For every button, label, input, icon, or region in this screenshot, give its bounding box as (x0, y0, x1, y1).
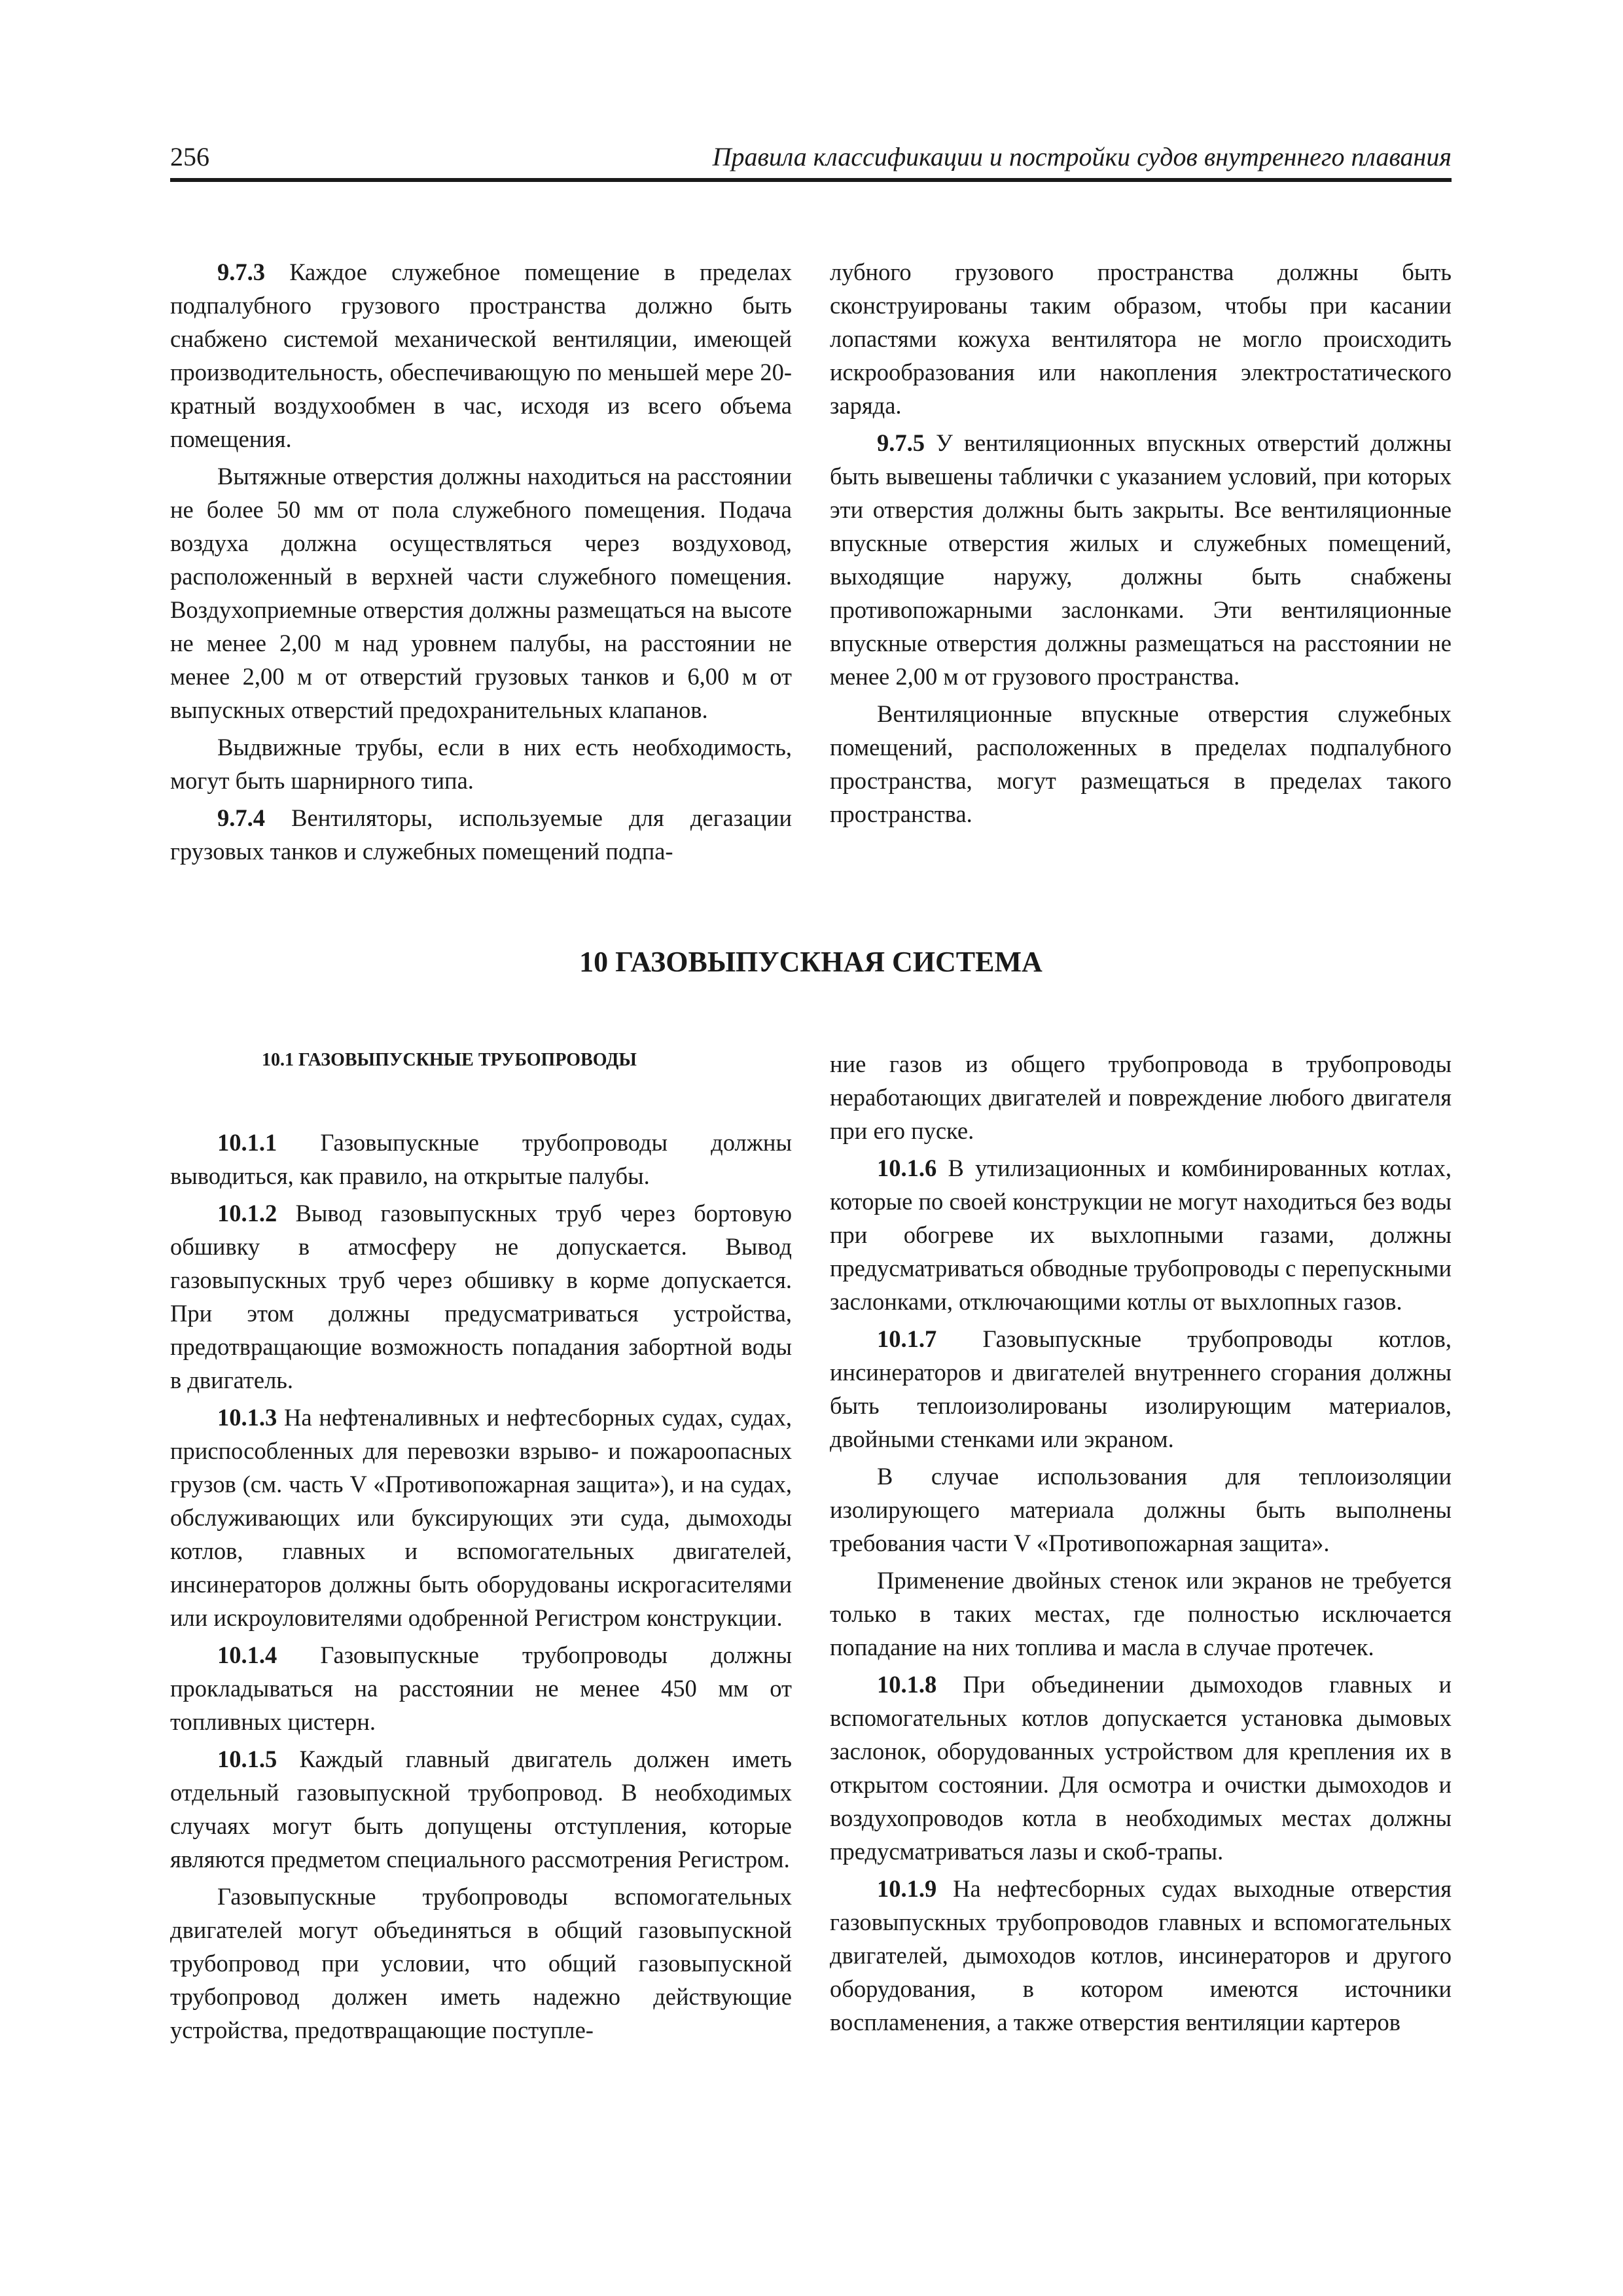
clause-number: 10.1.1 (217, 1129, 277, 1156)
paragraph-text: Каждый главный двигатель должен иметь отдельный газовыпускной трубопровод. В необходимых случаях могут быть допущены отступления, которые являются предметом специального рассмотрения Регистром. (170, 1746, 792, 1873)
paragraph-text: Газовыпускные трубопроводы должны прокладываться на расстоянии не менее 450 мм от топливных цистерн. (170, 1641, 792, 1735)
paragraph-10-1-7 (830, 1322, 1452, 1456)
section-title: 10 ГАЗОВЫПУСКНАЯ СИСТЕМА (579, 946, 1043, 978)
paragraph-10-1-4 (170, 1638, 792, 1738)
paragraph-10-1-9 (830, 1872, 1452, 2039)
paragraph: Применение двойных стенок или экранов не требуется только в таких местах, где полностью исключается попадание на них топлива и масла в случае протечек. (830, 1567, 1452, 1660)
paragraph-9-7-4 (170, 801, 792, 868)
paragraph-text: У вентиляционных впускных отверстий должны быть вывешены таблички с указанием условий, при которых эти отверстия должны быть закрыты. Все вентиляционные впускные отверстия жилых и служебных помещений, выходящие наружу, должны быть снабжены противопожарными заслонками. Эти вентиляционные впускные отверстия должны размещаться на расстоянии не менее 2,00 м от грузового пространства. (830, 429, 1452, 690)
clause-number: 10.1.9 (877, 1875, 937, 1902)
page-number: 256 (170, 142, 209, 171)
lower-right-column (830, 1047, 1452, 2039)
paragraph-10-1-8 (830, 1668, 1452, 1868)
paragraph-text: На нефтесборных судах выходные отверстия газовыпускных трубопроводов главных и вспомогательных двигателей, дымоходов котлов, инсинераторов и другого оборудования, в котором имеются источники воспламенения, а также отверстия вентиляции картеров (830, 1875, 1452, 2036)
clause-number: 9.7.3 (217, 259, 265, 285)
clause-number: 9.7.5 (877, 429, 925, 456)
header-rule (170, 178, 1452, 182)
paragraph-text: Газовыпускные трубопроводы котлов, инсинераторов и двигателей внутреннего сгорания должны быть теплоизолированы изолирующим материалов, двойными стенками или экраном. (830, 1325, 1452, 1452)
paragraph-text: Вентиляторы, используемые для дегазации грузовых танков и служебных помещений подпа- (170, 804, 792, 865)
paragraph-9-7-3 (170, 255, 792, 456)
paragraph-10-1-6 (830, 1151, 1452, 1318)
paragraph-10-1-5 (170, 1742, 792, 1876)
paragraph-text: Каждое служебное помещение в пределах подпалубного грузового пространства должно быть снабжено системой механической вентиляции, имеющей производительность, обеспечивающую по меньшей мере 20-кратный воздухообмен в час, исходя из всего объема помещения. (170, 259, 792, 452)
paragraph-text: На нефтеналивных и нефтесборных судах, судах, приспособленных для перевозки взрыво- и пожароопасных грузов (см. часть V «Противопожарная защита»), и на судах, обслуживающих или буксирующих эти суда, дымоходы котлов, главных и вспомогательных двигателей, инсинераторов должны быть оборудованы искрогасителями или искроуловителями одобренной Регистром конструкции. (170, 1404, 792, 1631)
clause-number: 9.7.4 (217, 804, 265, 831)
paragraph: Вытяжные отверстия должны находиться на расстоянии не более 50 мм от пола служебного помещения. Подача воздуха должна осуществляться через воздуховод, расположенный в верхней части служебного помещения. Воздухоприемные отверстия должны размещаться на высоте не менее 2,00 м над уровнем палубы, на расстоянии не менее 2,00 м от отверстий грузовых танков и 6,00 м от выпускных отверстий предохранительных клапанов. (170, 463, 792, 723)
paragraph-continuation: ние газов из общего трубопровода в трубопроводы неработающих двигателей и повреждение любого двигателя при его пуске. (830, 1050, 1452, 1144)
subsection-title: 10.1 ГАЗОВЫПУСКНЫЕ ТРУБОПРОВОДЫ (262, 1050, 637, 1070)
paragraph-text: При объединении дымоходов главных и вспомогательных котлов допускается установка дымовых заслонок, оборудованных устройством для крепления их в открытом состоянии. Для осмотра и очистки дымоходов и воздухопроводов котла в необходимых местах должны предусматриваться лазы и скоб-трапы. (830, 1671, 1452, 1865)
upper-right-column (830, 255, 1452, 831)
paragraph-text: В утилизационных и комбинированных котлах, которые по своей конструкции не могут находиться без воды при обогреве их выхлопными газами, должны предусматриваться обводные трубопроводы с перепускными заслонками, отключающими котлы от выхлопных газов. (830, 1155, 1452, 1315)
paragraph: Выдвижные трубы, если в них есть необходимость, могут быть шарнирного типа. (170, 734, 792, 794)
paragraph-text: Вывод газовыпускных труб через бортовую обшивку в атмосферу не допускается. Вывод газовыпускных труб через обшивку в корме допускается. При этом должны предусматриваться устройства, предотвращающие возможность попадания забортной воды в двигатель. (170, 1200, 792, 1393)
clause-number: 10.1.7 (877, 1325, 937, 1352)
lower-left-column (170, 1047, 792, 2047)
clause-number: 10.1.4 (217, 1641, 277, 1668)
paragraph-9-7-5 (830, 426, 1452, 693)
paragraph-10-1-2 (170, 1196, 792, 1397)
paragraph-10-1-1 (170, 1126, 792, 1193)
clause-number: 10.1.6 (877, 1155, 937, 1181)
running-title: Правила классификации и постройки судов внутреннего плавания (712, 142, 1452, 171)
upper-left-column (170, 255, 792, 868)
clause-number: 10.1.5 (217, 1746, 277, 1772)
paragraph: Газовыпускные трубопроводы вспомогательных двигателей могут объединяться в общий газовыпускной трубопровод при условии, что общий газовыпускной трубопровод должен иметь надежно действующие устройства, предотвращающие поступле- (170, 1883, 792, 2043)
paragraph: Вентиляционные впускные отверстия служебных помещений, расположенных в пределах подпалубного пространства, могут размещаться в пределах такого пространства. (830, 700, 1452, 827)
paragraph-10-1-3 (170, 1401, 792, 1634)
paragraph: В случае использования для теплоизоляции изолирующего материала должны быть выполнены требования части V «Противопожарная защита». (830, 1463, 1452, 1556)
clause-number: 10.1.2 (217, 1200, 277, 1227)
paragraph-text: Газовыпускные трубопроводы должны выводиться, как правило, на открытые палубы. (170, 1129, 792, 1189)
paragraph-continuation: лубного грузового пространства должны быть сконструированы таким образом, чтобы при касании лопастями кожуха вентилятора не могло происходить искрообразования или накопления электростатического заряда. (830, 259, 1452, 419)
spacer (170, 1073, 792, 1126)
clause-number: 10.1.3 (217, 1404, 277, 1431)
clause-number: 10.1.8 (877, 1671, 937, 1698)
